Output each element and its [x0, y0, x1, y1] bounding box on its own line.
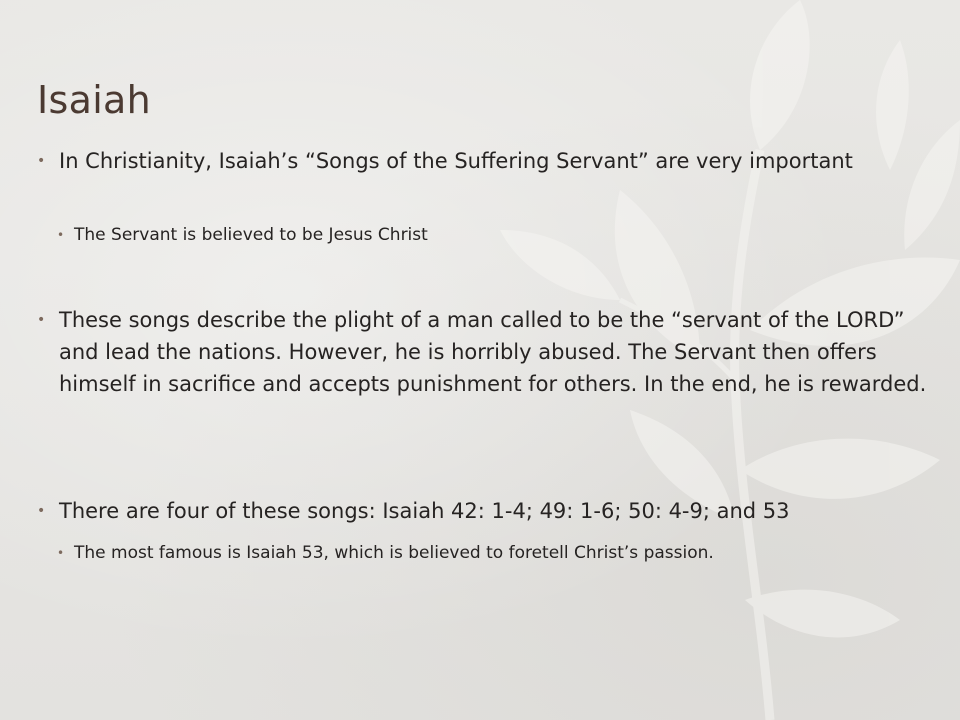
sub-bullet-item: [57, 540, 937, 566]
bullet-item: [37, 495, 927, 527]
bullet-text: In Christianity, Isaiah’s “Songs of the Suffering Servant” are very important: [59, 149, 853, 173]
bullet-icon: •: [37, 503, 46, 519]
sub-bullet-item: [57, 222, 897, 248]
bullet-text: There are four of these songs: Isaiah 42: 1-4; 49: 1-6; 50: 4-9; and 53: [59, 499, 790, 523]
bullet-icon: •: [37, 312, 46, 328]
slide-title: Isaiah: [37, 78, 152, 122]
bullet-text: These songs describe the plight of a man called to be the “servant of the LORD” and lead the nations. However, he is horribly abused. The Servant then offers himself in sacrifice and accepts punishment for others. In the end, he is rewarded.: [59, 308, 927, 396]
bullet-icon: •: [57, 228, 65, 242]
bullet-item: [37, 304, 927, 400]
bullet-text: The most famous is Isaiah 53, which is believed to foretell Christ’s passion.: [74, 543, 714, 563]
bullet-icon: •: [37, 153, 46, 169]
bullet-item: [37, 145, 897, 177]
bullet-icon: •: [57, 546, 65, 560]
bullet-text: The Servant is believed to be Jesus Christ: [74, 225, 428, 245]
